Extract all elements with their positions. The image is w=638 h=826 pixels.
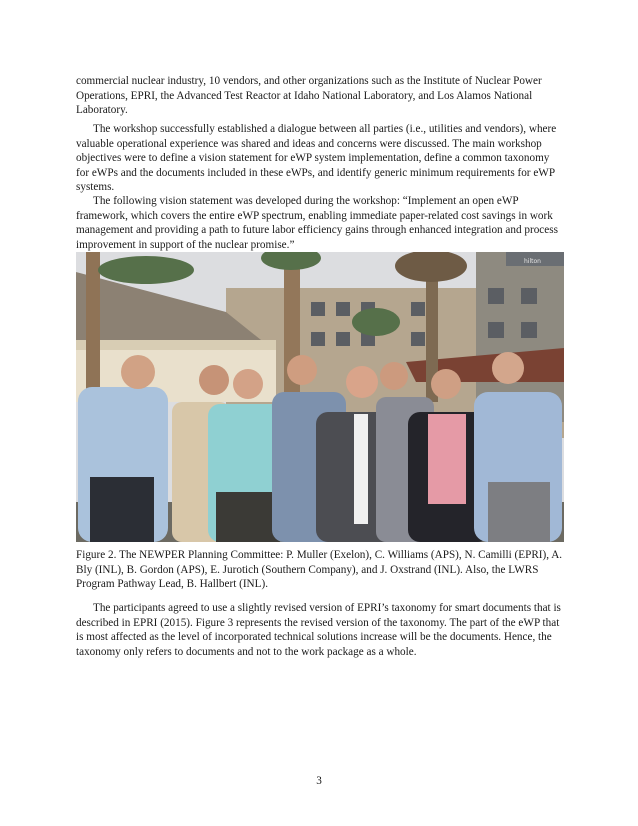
paragraph-text: commercial nuclear industry, 10 vendors, and other organizations such as the Institute of Nuclear Power Operations, EPRI, the Advanced Test Reactor at Idaho National Laboratory, and Los Alamos National Laboratory.	[76, 75, 542, 117]
paragraph-workshop-objectives	[76, 122, 564, 195]
caption-text: Figure 2. The NEWPER Planning Committee: P. Muller (Exelon), C. Williams (APS), N. Camilli (EPRI), A. Bly (INL), B. Gordon (APS), E. Jurotich (Southern Company), and J. Oxstrand (INL). Also, the LWRS Program Pathway Lead, B. Hallbert (INL).	[76, 549, 563, 591]
group-photo	[76, 252, 564, 542]
paragraph-taxonomy	[76, 601, 564, 659]
figure-caption	[76, 548, 564, 592]
page-number: 3	[316, 775, 322, 787]
paragraph-vision-statement	[76, 194, 564, 252]
paragraph-text: The following vision statement was developed during the workshop: “Implement an open eWP framework, which covers the entire eWP spectrum, enabling immediate paper-related cost savings in work management and providing a path to future labor efficiency gains through enhanced integration and process improvement in support of the nuclear promise.”	[76, 195, 558, 251]
hotel-sign: hilton	[524, 258, 541, 265]
paragraph-text: The workshop successfully established a dialogue between all parties (i.e., utilities and vendors), where valuable operational experience was shared and ideas and concerns were discussed. The main workshop objectives were to define a vision statement for eWP system implementation, define a common taxonomy for eWPs and the documents included in these eWPs, and identify generic minimum requirements for eWP systems.	[76, 123, 557, 194]
paragraph-attendees	[76, 74, 564, 118]
paragraph-text: The participants agreed to use a slightly revised version of EPRI’s taxonomy for smart documents that is described in EPRI (2015). Figure 3 represents the revised version of the taxonomy. The part of the eWP that is most affected as the level of incorporated technical solutions increase will be the documents. Hence, the taxonomy only refers to documents and not to the work package as a whole.	[76, 602, 561, 658]
